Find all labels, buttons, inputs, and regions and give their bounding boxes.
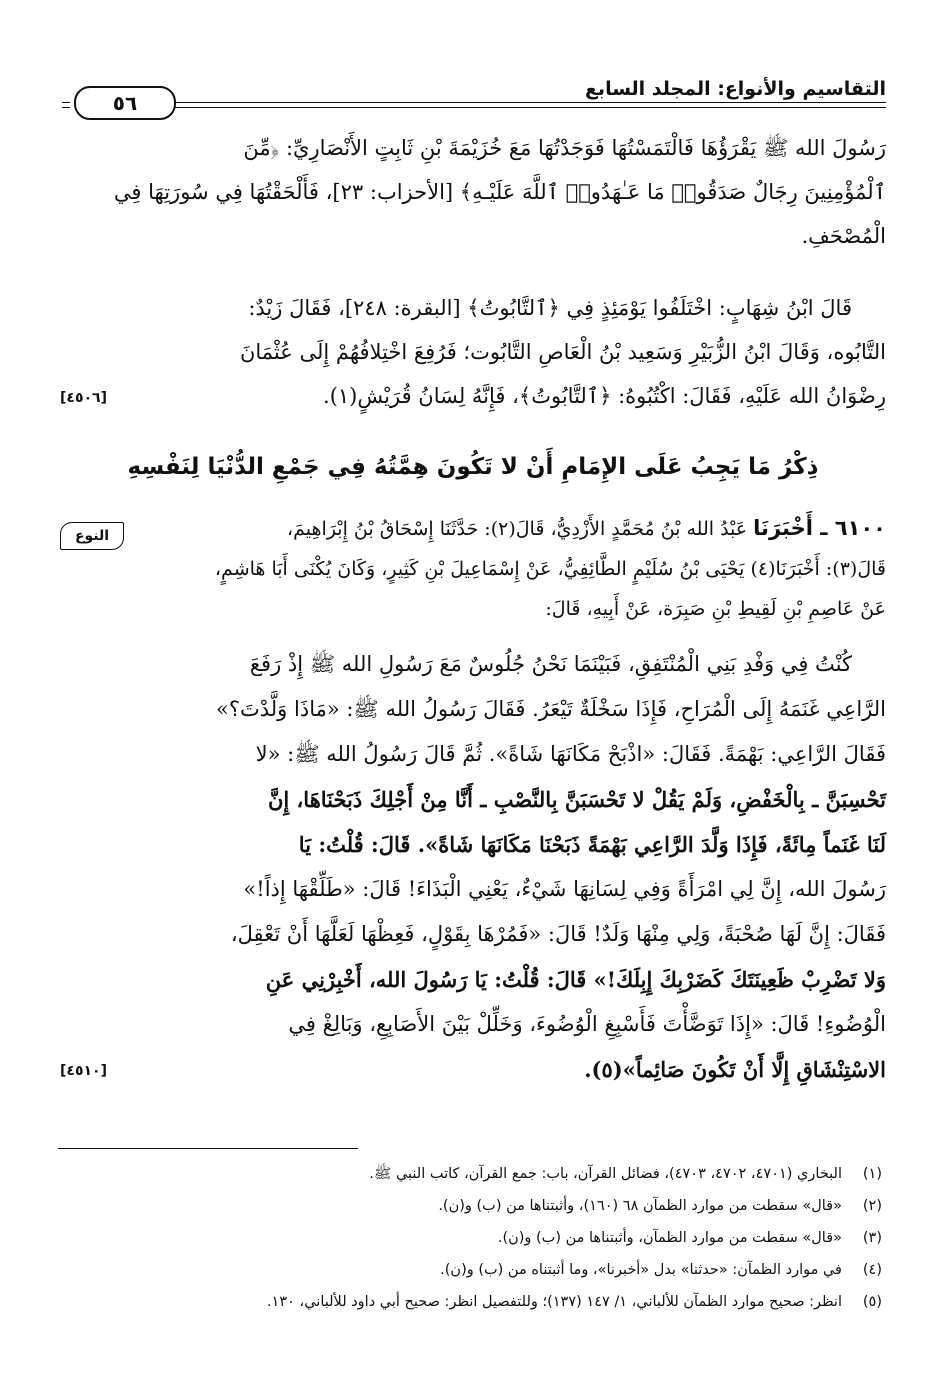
header-rule [168, 107, 886, 108]
hadith-reference: [٤٥١٠] [60, 1063, 107, 1079]
text-line: وَلا تَضْرِبْ ظَعِينَتَكَ كَضَرْبِكَ إِبِلَكَ!» قَالَ: قُلْتُ: يَا رَسُولَ الله، أَخْبِرْنِي عَنِ [265, 967, 886, 992]
footnote [60, 1254, 882, 1286]
paragraph-ibn-shihab [60, 286, 886, 420]
hadith-number: ٦١٠٠ ـ أَخْبَرَنَا [753, 516, 886, 540]
footnote-text: في موارد الظمآن: «حدثنا» بدل «أخبرنا»، وما أثبتناه من (ب) و(ن). [440, 1262, 842, 1278]
text-line: [٤٥٠٦] رِضْوَانُ الله عَلَيْهِ، فَقَالَ: اكْتُبُوهُ: ﴿ٱلتَّابُوتُ﴾، فَإِنَّهُ لِسَانُ قُرَيْشٍ(١). [60, 374, 886, 418]
header-rule [168, 102, 886, 103]
footnote-number: (٤) [862, 1262, 882, 1278]
text-line: قَالَ ابْنُ شِهَابٍ: اخْتَلَفُوا يَوْمَئِذٍ فِي ﴿ٱلتَّابُوتُ﴾ [البقرة: ٢٤٨]، فَقَالَ زَيْدٌ: [248, 296, 852, 320]
text-line: قَالَ(٣): أَخْبَرَنَا(٤) يَحْيَى بْنُ سُلَيْمٍ الطَّائِفِيُّ، عَنْ إِسْمَاعِيلَ بْنِ كَثِيرٍ، وَكَانَ يُكْنَى أَبَا هَاشِمٍ، [214, 558, 886, 580]
hadith-isnad [60, 508, 886, 629]
footnote-text: البخاري (٤٧٠١، ٤٧٠٢، ٤٧٠٣)، فضائل القرآن، باب: جمع القرآن، كاتب النبي ﷺ. [369, 1166, 842, 1182]
footnote [60, 1190, 882, 1222]
text-line: ٦١٠٠ ـ أَخْبَرَنَا عَبْدُ الله بْنُ مُحَمَّدٍ الأَزْدِيُّ، قَالَ(٢): حَدَّثَنَا إِسْحَاقُ بْنُ إِبْرَاهِيمَ، [287, 516, 886, 540]
footnote-number: (١) [862, 1166, 882, 1182]
running-title: التقاسيم والأنواع: المجلد السابع [584, 78, 886, 100]
text-line: تَحْسِبَنَّ ـ بِالْخَفْضِ، وَلَمْ يَقُلْ لا تَحْسَبَنَّ بِالنَّصْبِ ـ أَنَّا مِنْ أَجْلِكَ ذَبَحْنَاهَا، إِنَّ [267, 787, 886, 812]
footnote-separator [58, 1148, 358, 1149]
footnote-number: (٣) [862, 1230, 882, 1246]
text-line: رَسُولَ الله، إِنَّ لِي امْرَأَةً وَفِي لِسَانِهَا شَيْءٌ، يَعْنِي الْبَذَاءَ! قَالَ: «طَلِّقْهَا إِذاً!» [243, 877, 886, 901]
footnote-text: «قال» سقطت من موارد الظمآن ٦٨ (١٦٠)، وأثبتناها من (ب) و(ن). [438, 1198, 842, 1214]
footnotes [60, 1158, 882, 1318]
hadith-reference: [٤٥٠٦] [60, 390, 107, 406]
text-line: عَنْ عَاصِمِ بْنِ لَقِيطِ بْنِ صَبِرَة، عَنْ أَبِيهِ، قَالَ: [545, 598, 886, 620]
text-line: كُنْتُ فِي وَفْدِ بَنِي الْمُنْتَفِقِ، فَبَيْنَمَا نَحْنُ جُلُوسٌ مَعَ رَسُولِ الله ﷺ إِذْ رَفَعَ [249, 652, 852, 676]
paragraph-continuation [60, 126, 886, 258]
text-line: الْوُضُوءِ! قَالَ: «إِذَا تَوَضَّأْتَ فَأَسْبِغِ الْوُضُوءَ، وَخَلِّلْ بَيْنَ الأَصَابِعِ، وَبَالِغْ فِي [288, 1012, 886, 1036]
page-header [48, 74, 886, 122]
footnote-number: (٢) [862, 1198, 882, 1214]
text-line: التَّابُوه، وَقَالَ ابْنُ الزُّبَيْرِ وَسَعِيد بْنُ الْعَاصِ التَّابُوت؛ فَرُفِعَ اخْتِلافُهُمْ إِلَى عُثْمَانَ [239, 340, 886, 364]
text-line: الرَّاعِي غَنَمَهُ إِلَى الْمُرَاحِ، فَإِذَا سَخْلَةٌ تَيْعَرُ. فَقَالَ رَسُولُ الله ﷺ: «مَاذَا وَلَّدْتَ؟» [216, 697, 886, 721]
text-line: فَقَالَ الرَّاعِي: بَهْمَةً. فَقَالَ: «اذْبَحْ مَكَانَهَا شَاةً». ثُمَّ قَالَ رَسُولُ الله ﷺ: «لا [255, 742, 886, 766]
footnote [60, 1286, 882, 1318]
footnote-text: «قال» سقطت من موارد الظمآن، وأثبتناها من (ب) و(ن). [497, 1230, 842, 1246]
footnote [60, 1158, 882, 1190]
hadith-matn [60, 642, 886, 1094]
text-line: [٤٥١٠] الاسْتِنْشَاقِ إِلَّا أَنْ تَكُونَ صَائِماً»(٥). [60, 1047, 886, 1093]
section-ornament: النوع [60, 522, 124, 550]
page-number-frame [68, 86, 180, 120]
text-line: رَسُولَ الله ﷺ يَقْرَؤُهَا فَالْتَمَسْتُهَا فَوَجَدْتُهَا مَعَ خُزَيْمَةَ بْنِ ثَابِتٍ الأَنْصَارِيِّ: ﴿مِّنَ [243, 136, 886, 160]
page-number: ٥٦ [74, 86, 176, 120]
text-line: الْمُصْحَفِ. [801, 224, 886, 248]
text-line: ٱلْمُؤْمِنِينَ رِجَالٌ صَدَقُوا۟ مَا عَـٰهَدُوا۟ ٱللَّهَ عَلَيْـهِ﴾ [الأحزاب: ٢٣]، فَأَلْحَقْتُهَا فِي سُورَتِهَا فِي [113, 180, 886, 204]
chapter-title: ذِكْرُ مَا يَجِبُ عَلَى الإِمَامِ أَنْ لا تَكُونَ هِمَّتُهُ فِي جَمْعِ الدُّنْيَا لِنَفْسِهِ [127, 454, 819, 480]
footnote [60, 1222, 882, 1254]
text-line: فَقَالَ: إِنَّ لَهَا صُحْبَةً، وَلِي مِنْهَا وَلَدٌ! قَالَ: «فَمُرْهَا بِقَوْلٍ، فَعِظْهَا لَعَلَّهَا أَنْ تَعْقِلَ، [230, 922, 886, 946]
footnote-text: انظر: صحيح موارد الظمآن للألباني، ١/ ١٤٧ (١٣٧)؛ وللتفصيل انظر: صحيح أبي داود للألباني، ١٣٠. [266, 1294, 842, 1310]
footnote-number: (٥) [862, 1294, 882, 1310]
text-line: لَنَا غَنَماً مِائَةً، فَإِذَا وَلَّدَ الرَّاعِي بَهْمَةً ذَبَحْنَا مَكَانَهَا شَاةً». قَالَ: قُلْتُ: يَا [298, 832, 886, 857]
